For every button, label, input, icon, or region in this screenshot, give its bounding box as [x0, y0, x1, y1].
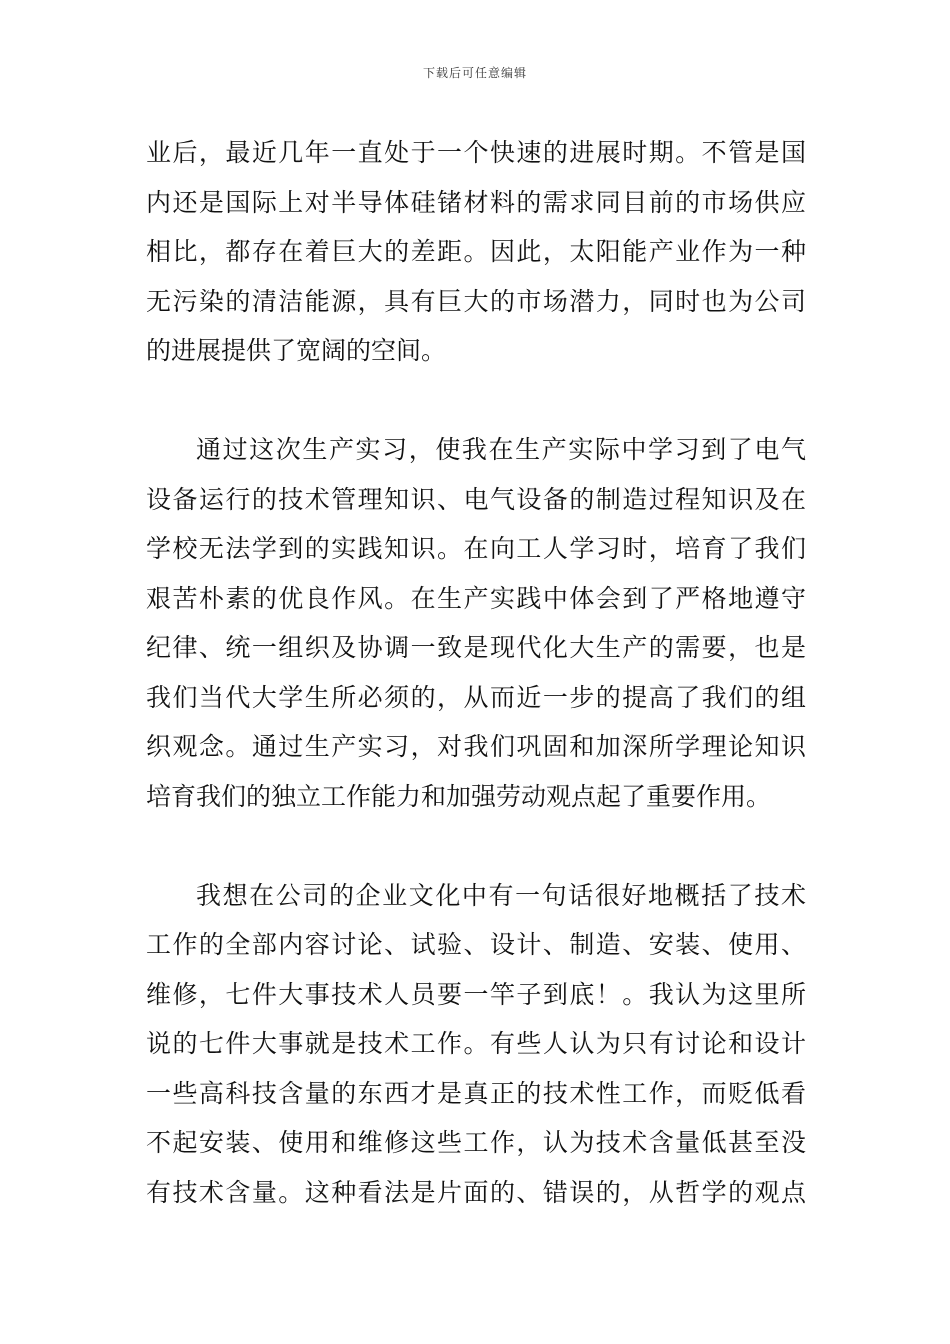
text-line: 不起安装、使用和维修这些工作，认为技术含量低甚至没: [146, 1128, 806, 1157]
text-line: 培育我们的独立工作能力和加强劳动观点起了重要作用。: [146, 781, 772, 811]
paragraph-spacer: [146, 821, 806, 871]
paragraph-2: [146, 425, 806, 821]
text-line: 一些高科技含量的东西才是真正的技术性工作，而贬低看: [146, 1078, 806, 1108]
text-line: 学校无法学到的实践知识。在向工人学习时，培育了我们: [146, 534, 806, 563]
text-line: 织观念。通过生产实习，对我们巩固和加深所学理论知识: [146, 732, 806, 761]
text-line: 的进展提供了宽阔的空间。: [146, 336, 447, 365]
page-header: 下载后可任意编辑: [422, 66, 527, 80]
text-line: 设备运行的技术管理知识、电气设备的制造过程知识及在: [146, 484, 806, 514]
text-line: 通过这次生产实习，使我在生产实际中学习到了电气: [196, 435, 806, 464]
paragraph-spacer: [146, 376, 806, 426]
paragraph-3: [146, 871, 806, 1218]
text-line: 工作的全部内容讨论、试验、设计、制造、安装、使用、: [146, 930, 806, 959]
text-line: 相比，都存在着巨大的差距。因此，太阳能产业作为一种: [146, 237, 806, 266]
text-line: 有技术含量。这种看法是片面的、错误的，从哲学的观点: [146, 1177, 806, 1207]
text-line: 业后，最近几年一直处于一个快速的进展时期。不管是国: [146, 138, 806, 167]
text-line: 纪律、统一组织及协调一致是现代化大生产的需要，也是: [146, 633, 806, 662]
document-body: [146, 128, 806, 1217]
text-line: 艰苦朴素的优良作风。在生产实践中体会到了严格地遵守: [146, 583, 806, 613]
paragraph-1: [146, 128, 806, 376]
text-line: 我想在公司的企业文化中有一句话很好地概括了技术: [196, 880, 806, 910]
text-line: 我们当代大学生所必须的，从而近一步的提高了我们的组: [146, 682, 806, 712]
text-line: 内还是国际上对半导体硅锗材料的需求同目前的市场供应: [146, 187, 806, 217]
text-line: 说的七件大事就是技术工作。有些人认为只有讨论和设计: [146, 1029, 806, 1058]
text-line: 维修，七件大事技术人员要一竿子到底！。我认为这里所: [146, 979, 806, 1009]
text-line: 无污染的清洁能源，具有巨大的市场潜力，同时也为公司: [146, 286, 806, 316]
